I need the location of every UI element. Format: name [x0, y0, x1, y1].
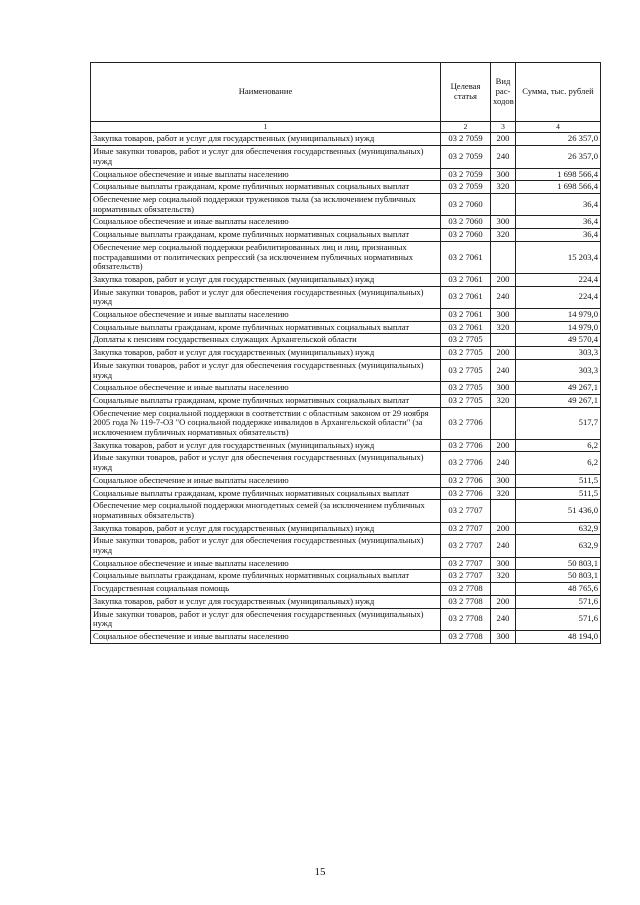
header-vid: Вид рас-ходов — [491, 63, 516, 122]
table-row — [91, 583, 601, 596]
row-expense-type: 240 — [491, 535, 516, 557]
row-name: Иные закупки товаров, работ и услуг для обеспечения государственных (муниципальных) нужд — [91, 535, 441, 557]
budget-table — [90, 62, 601, 644]
row-name: Социальное обеспечение и иные выплаты населению — [91, 309, 441, 322]
row-sum: 26 357,0 — [516, 146, 601, 168]
row-name: Иные закупки товаров, работ и услуг для обеспечения государственных (муниципальных) нужд — [91, 452, 441, 474]
row-code: 03 2 7706 — [441, 487, 491, 500]
table-row — [91, 522, 601, 535]
table-row — [91, 500, 601, 522]
row-name: Социальное обеспечение и иные выплаты населению — [91, 631, 441, 644]
row-name: Иные закупки товаров, работ и услуг для обеспечения государственных (муниципальных) нужд — [91, 146, 441, 168]
row-code: 03 2 7706 — [441, 474, 491, 487]
row-name: Социальное обеспечение и иные выплаты населению — [91, 168, 441, 181]
row-expense-type: 320 — [491, 394, 516, 407]
table-row — [91, 229, 601, 242]
row-code: 03 2 7060 — [441, 193, 491, 215]
row-code: 03 2 7705 — [441, 394, 491, 407]
row-code: 03 2 7708 — [441, 595, 491, 608]
row-expense-type: 320 — [491, 181, 516, 194]
table-row — [91, 570, 601, 583]
row-name: Иные закупки товаров, работ и услуг для обеспечения государственных (муниципальных) нужд — [91, 286, 441, 308]
row-code: 03 2 7705 — [441, 359, 491, 381]
row-name: Государственная социальная помощь — [91, 583, 441, 596]
row-sum: 36,4 — [516, 229, 601, 242]
row-expense-type — [491, 500, 516, 522]
header-sum: Сумма, тыс. рублей — [516, 63, 601, 122]
row-sum: 224,4 — [516, 286, 601, 308]
table-row — [91, 133, 601, 146]
row-sum: 36,4 — [516, 193, 601, 215]
row-expense-type: 320 — [491, 487, 516, 500]
row-name: Доплаты к пенсиям государственных служащих Архангельской области — [91, 334, 441, 347]
row-sum: 49 570,4 — [516, 334, 601, 347]
row-name: Закупка товаров, работ и услуг для государственных (муниципальных) нужд — [91, 595, 441, 608]
row-name: Закупка товаров, работ и услуг для государственных (муниципальных) нужд — [91, 133, 441, 146]
column-number: 2 — [441, 122, 491, 133]
row-sum: 303,3 — [516, 359, 601, 381]
table-row — [91, 216, 601, 229]
table-row — [91, 631, 601, 644]
row-name: Социальные выплаты гражданам, кроме публичных нормативных социальных выплат — [91, 394, 441, 407]
row-expense-type: 200 — [491, 273, 516, 286]
row-name: Закупка товаров, работ и услуг для государственных (муниципальных) нужд — [91, 522, 441, 535]
row-code: 03 2 7705 — [441, 347, 491, 360]
row-code: 03 2 7708 — [441, 631, 491, 644]
row-expense-type — [491, 334, 516, 347]
row-name: Социальные выплаты гражданам, кроме публичных нормативных социальных выплат — [91, 487, 441, 500]
row-code: 03 2 7707 — [441, 557, 491, 570]
table-row — [91, 608, 601, 630]
column-number: 1 — [91, 122, 441, 133]
row-sum: 50 803,1 — [516, 557, 601, 570]
row-code: 03 2 7060 — [441, 216, 491, 229]
table-row — [91, 359, 601, 381]
row-sum: 14 979,0 — [516, 309, 601, 322]
row-sum: 224,4 — [516, 273, 601, 286]
row-sum: 50 803,1 — [516, 570, 601, 583]
row-name: Закупка товаров, работ и услуг для государственных (муниципальных) нужд — [91, 439, 441, 452]
row-code: 03 2 7059 — [441, 181, 491, 194]
row-expense-type: 240 — [491, 286, 516, 308]
row-code: 03 2 7707 — [441, 522, 491, 535]
row-name: Социальные выплаты гражданам, кроме публичных нормативных социальных выплат — [91, 229, 441, 242]
row-code: 03 2 7707 — [441, 570, 491, 583]
header-name: Наименование — [91, 63, 441, 122]
row-expense-type: 200 — [491, 133, 516, 146]
row-code: 03 2 7705 — [441, 334, 491, 347]
table-row — [91, 241, 601, 273]
row-expense-type: 320 — [491, 321, 516, 334]
row-name: Закупка товаров, работ и услуг для государственных (муниципальных) нужд — [91, 347, 441, 360]
row-sum: 303,3 — [516, 347, 601, 360]
table-row — [91, 286, 601, 308]
table-row — [91, 474, 601, 487]
row-code: 03 2 7059 — [441, 133, 491, 146]
row-sum: 1 698 566,4 — [516, 168, 601, 181]
row-sum: 49 267,1 — [516, 382, 601, 395]
row-code: 03 2 7061 — [441, 286, 491, 308]
table-body — [91, 133, 601, 643]
row-code: 03 2 7061 — [441, 241, 491, 273]
table-header-row — [91, 63, 601, 122]
row-name: Социальные выплаты гражданам, кроме публичных нормативных социальных выплат — [91, 181, 441, 194]
row-expense-type: 240 — [491, 452, 516, 474]
table-row — [91, 181, 601, 194]
row-expense-type: 300 — [491, 557, 516, 570]
row-expense-type: 200 — [491, 522, 516, 535]
row-expense-type — [491, 583, 516, 596]
row-code: 03 2 7059 — [441, 168, 491, 181]
row-sum: 6,2 — [516, 439, 601, 452]
row-name: Иные закупки товаров, работ и услуг для обеспечения государственных (муниципальных) нужд — [91, 608, 441, 630]
row-code: 03 2 7707 — [441, 500, 491, 522]
row-code: 03 2 7705 — [441, 382, 491, 395]
row-code: 03 2 7706 — [441, 452, 491, 474]
row-expense-type: 300 — [491, 309, 516, 322]
row-code: 03 2 7061 — [441, 309, 491, 322]
table-row — [91, 273, 601, 286]
table-row — [91, 439, 601, 452]
row-code: 03 2 7706 — [441, 407, 491, 439]
row-sum: 1 698 566,4 — [516, 181, 601, 194]
row-expense-type: 200 — [491, 347, 516, 360]
row-name: Социальное обеспечение и иные выплаты населению — [91, 216, 441, 229]
column-number-row — [91, 122, 601, 133]
row-sum: 517,7 — [516, 407, 601, 439]
row-sum: 48 765,6 — [516, 583, 601, 596]
row-sum: 51 436,0 — [516, 500, 601, 522]
row-code: 03 2 7708 — [441, 583, 491, 596]
header-code: Целевая статья — [441, 63, 491, 122]
row-expense-type: 320 — [491, 570, 516, 583]
row-code: 03 2 7060 — [441, 229, 491, 242]
row-expense-type — [491, 241, 516, 273]
row-code: 03 2 7061 — [441, 273, 491, 286]
row-expense-type: 200 — [491, 439, 516, 452]
row-name: Социальное обеспечение и иные выплаты населению — [91, 382, 441, 395]
row-name: Обеспечение мер социальной поддержки тружеников тыла (за исключением публичных нормативных обязательств) — [91, 193, 441, 215]
table-row — [91, 452, 601, 474]
row-sum: 571,6 — [516, 608, 601, 630]
row-name: Социальное обеспечение и иные выплаты населению — [91, 474, 441, 487]
row-sum: 571,6 — [516, 595, 601, 608]
table-row — [91, 394, 601, 407]
row-sum: 6,2 — [516, 452, 601, 474]
row-expense-type: 300 — [491, 631, 516, 644]
row-expense-type: 240 — [491, 359, 516, 381]
table-row — [91, 487, 601, 500]
row-sum: 14 979,0 — [516, 321, 601, 334]
row-expense-type: 320 — [491, 229, 516, 242]
row-expense-type: 300 — [491, 216, 516, 229]
table-row — [91, 193, 601, 215]
table-row — [91, 321, 601, 334]
table-row — [91, 382, 601, 395]
row-expense-type: 240 — [491, 146, 516, 168]
row-name: Обеспечение мер социальной поддержки в соответствии с областным законом от 29 ноября 2005 года № 119-7-ОЗ "О социальной поддержке инвалидов в Архангельской области" (за исключением публичных нормативных обязательств) — [91, 407, 441, 439]
table-row — [91, 595, 601, 608]
table-row — [91, 309, 601, 322]
row-expense-type: 240 — [491, 608, 516, 630]
row-name: Обеспечение мер социальной поддержки многодетных семей (за исключением публичных нормативных обязательств) — [91, 500, 441, 522]
row-sum: 48 194,0 — [516, 631, 601, 644]
row-code: 03 2 7061 — [441, 321, 491, 334]
row-code: 03 2 7706 — [441, 439, 491, 452]
row-sum: 15 203,4 — [516, 241, 601, 273]
row-sum: 36,4 — [516, 216, 601, 229]
row-name: Социальное обеспечение и иные выплаты населению — [91, 557, 441, 570]
row-code: 03 2 7707 — [441, 535, 491, 557]
row-expense-type: 300 — [491, 382, 516, 395]
row-expense-type: 300 — [491, 474, 516, 487]
table-row — [91, 168, 601, 181]
page-number: 15 — [314, 866, 326, 878]
table-row — [91, 535, 601, 557]
row-name: Обеспечение мер социальной поддержки реабилитированных лиц и лиц, признанных пострадавшими от политических репрессий (за исключением публичных нормативных обязательств) — [91, 241, 441, 273]
table-row — [91, 557, 601, 570]
row-name: Социальные выплаты гражданам, кроме публичных нормативных социальных выплат — [91, 321, 441, 334]
table-row — [91, 334, 601, 347]
row-sum: 632,9 — [516, 522, 601, 535]
row-name: Закупка товаров, работ и услуг для государственных (муниципальных) нужд — [91, 273, 441, 286]
row-sum: 511,5 — [516, 487, 601, 500]
row-sum: 511,5 — [516, 474, 601, 487]
row-sum: 49 267,1 — [516, 394, 601, 407]
row-sum: 632,9 — [516, 535, 601, 557]
table-row — [91, 347, 601, 360]
row-sum: 26 357,0 — [516, 133, 601, 146]
row-code: 03 2 7708 — [441, 608, 491, 630]
column-number: 3 — [491, 122, 516, 133]
row-expense-type — [491, 407, 516, 439]
column-number: 4 — [516, 122, 601, 133]
row-name: Социальные выплаты гражданам, кроме публичных нормативных социальных выплат — [91, 570, 441, 583]
row-code: 03 2 7059 — [441, 146, 491, 168]
row-name: Иные закупки товаров, работ и услуг для обеспечения государственных (муниципальных) нужд — [91, 359, 441, 381]
row-expense-type: 200 — [491, 595, 516, 608]
row-expense-type — [491, 193, 516, 215]
table-row — [91, 146, 601, 168]
row-expense-type: 300 — [491, 168, 516, 181]
table-row — [91, 407, 601, 439]
